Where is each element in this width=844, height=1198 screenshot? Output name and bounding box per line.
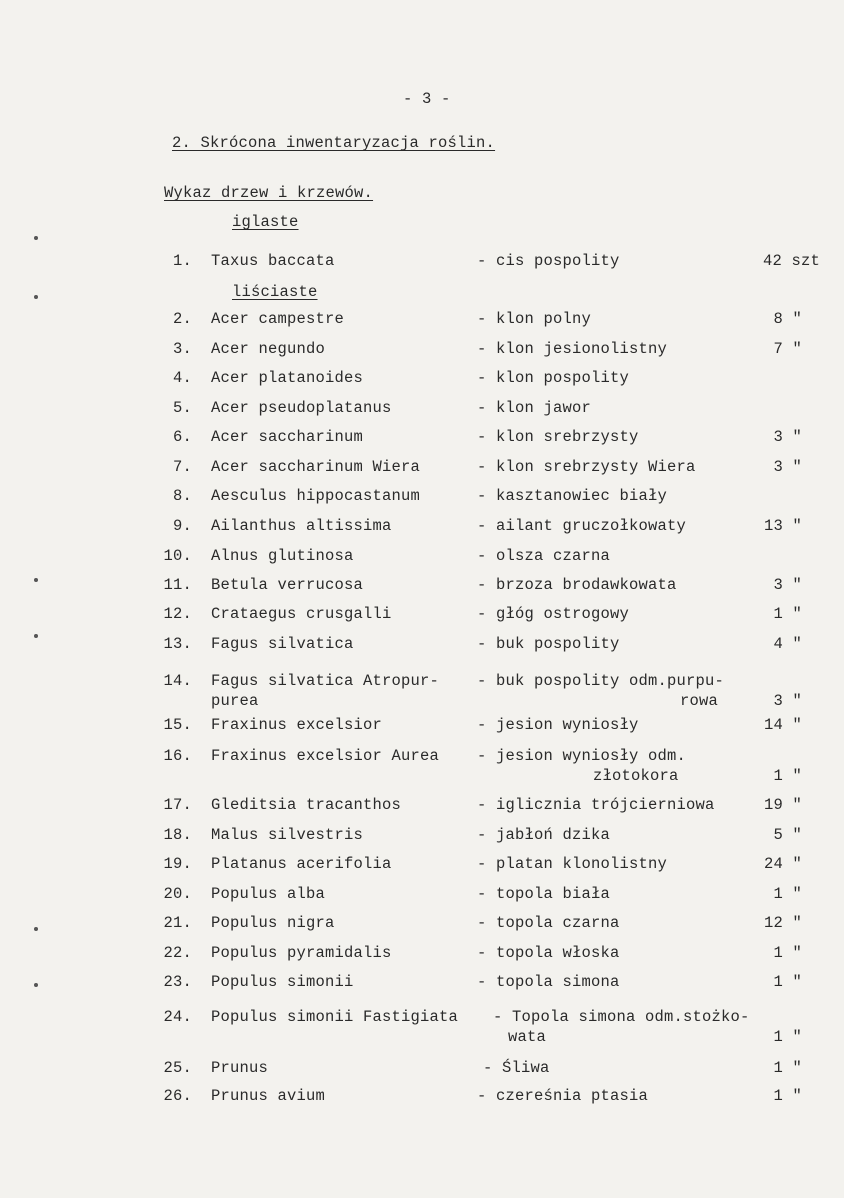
polish-name-continued: złotokora bbox=[593, 767, 679, 785]
latin-name: Aesculus hippocastanum bbox=[211, 487, 421, 505]
count: 4 " bbox=[773, 635, 802, 653]
row-number: 22. bbox=[163, 944, 192, 962]
polish-name: - platan klonolistny bbox=[477, 855, 668, 873]
section-heading: 2. Skrócona inwentaryzacja roślin. bbox=[172, 134, 496, 152]
count: 14 " bbox=[763, 716, 802, 734]
count: 13 " bbox=[763, 517, 802, 535]
polish-name: - klon polny bbox=[477, 310, 592, 328]
row-number: 14. bbox=[163, 672, 192, 690]
polish-name: - Topola simona odm.stożko- bbox=[493, 1008, 750, 1026]
row-number: 19. bbox=[163, 855, 192, 873]
group-deciduous-heading: liściaste bbox=[232, 283, 318, 301]
count: 1 " bbox=[773, 767, 802, 785]
row-number: 24. bbox=[163, 1008, 192, 1026]
row-number: 10. bbox=[163, 547, 192, 565]
count: 1 " bbox=[773, 944, 802, 962]
latin-name: Acer campestre bbox=[211, 310, 345, 328]
count: 1 " bbox=[773, 973, 802, 991]
count: 3 " bbox=[773, 576, 802, 594]
polish-name: - jesion wyniosły bbox=[477, 716, 639, 734]
latin-name: Acer saccharinum Wiera bbox=[211, 458, 421, 476]
polish-name: - jesion wyniosły odm. bbox=[477, 747, 687, 765]
count: 1 " bbox=[773, 605, 802, 623]
count: 1 " bbox=[773, 1087, 802, 1105]
row-number: 5. bbox=[172, 399, 192, 417]
row-number: 3. bbox=[172, 340, 192, 358]
row-number: 7. bbox=[172, 458, 192, 476]
count: 1 " bbox=[773, 1059, 802, 1077]
row-number: 1. bbox=[172, 252, 192, 270]
latin-name: Fraxinus excelsior bbox=[211, 716, 383, 734]
latin-name: Ailanthus altissima bbox=[211, 517, 392, 535]
polish-name-continued: rowa bbox=[680, 692, 719, 710]
latin-name: Betula verrucosa bbox=[211, 576, 364, 594]
polish-name: - głóg ostrogowy bbox=[477, 605, 630, 623]
polish-name: - topola simona bbox=[477, 973, 620, 991]
row-number: 2. bbox=[172, 310, 192, 328]
list-heading: Wykaz drzew i krzewów. bbox=[164, 184, 374, 202]
row-number: 18. bbox=[163, 826, 192, 844]
count: 19 " bbox=[763, 796, 802, 814]
margin-mark bbox=[34, 927, 38, 931]
count: 24 " bbox=[763, 855, 802, 873]
latin-name: Populus simonii bbox=[211, 973, 354, 991]
latin-name: Fagus silvatica Atropur- bbox=[211, 672, 440, 690]
polish-name: - iglicznia trójcierniowa bbox=[477, 796, 715, 814]
polish-name: - klon jesionolistny bbox=[477, 340, 668, 358]
count: 1 " bbox=[773, 1028, 802, 1046]
polish-name: - buk pospolity bbox=[477, 635, 620, 653]
latin-name-continued: purea bbox=[211, 692, 259, 710]
polish-name: - cis pospolity bbox=[477, 252, 620, 270]
polish-name: - topola czarna bbox=[477, 914, 620, 932]
row-number: 16. bbox=[163, 747, 192, 765]
polish-name: - olsza czarna bbox=[477, 547, 611, 565]
latin-name: Populus pyramidalis bbox=[211, 944, 392, 962]
count: 3 " bbox=[773, 692, 802, 710]
row-number: 26. bbox=[163, 1087, 192, 1105]
page-number: - 3 - bbox=[403, 90, 451, 108]
group-conifers-heading: iglaste bbox=[232, 213, 299, 231]
latin-name: Malus silvestris bbox=[211, 826, 364, 844]
polish-name: - czereśnia ptasia bbox=[477, 1087, 649, 1105]
latin-name: Prunus bbox=[211, 1059, 269, 1077]
row-number: 12. bbox=[163, 605, 192, 623]
polish-name-continued: wata bbox=[508, 1028, 547, 1046]
margin-mark bbox=[34, 236, 38, 240]
polish-name: - klon srebrzysty Wiera bbox=[477, 458, 696, 476]
latin-name: Populus nigra bbox=[211, 914, 335, 932]
latin-name: Taxus baccata bbox=[211, 252, 335, 270]
count: 42 szt bbox=[762, 252, 820, 270]
latin-name: Alnus glutinosa bbox=[211, 547, 354, 565]
polish-name: - klon pospolity bbox=[477, 369, 630, 387]
latin-name: Platanus acerifolia bbox=[211, 855, 392, 873]
margin-mark bbox=[34, 634, 38, 638]
count: 3 " bbox=[773, 458, 802, 476]
latin-name: Crataegus crusgalli bbox=[211, 605, 392, 623]
count: 8 " bbox=[773, 310, 802, 328]
polish-name: - buk pospolity odm.purpu- bbox=[477, 672, 725, 690]
latin-name: Fraxinus excelsior Aurea bbox=[211, 747, 440, 765]
polish-name: - klon srebrzysty bbox=[477, 428, 639, 446]
polish-name: - topola włoska bbox=[477, 944, 620, 962]
row-number: 9. bbox=[172, 517, 192, 535]
count: 5 " bbox=[773, 826, 802, 844]
latin-name: Fagus silvatica bbox=[211, 635, 354, 653]
polish-name: - klon jawor bbox=[477, 399, 592, 417]
margin-mark bbox=[34, 578, 38, 582]
latin-name: Acer pseudoplatanus bbox=[211, 399, 392, 417]
row-number: 21. bbox=[163, 914, 192, 932]
row-number: 11. bbox=[163, 576, 192, 594]
row-number: 25. bbox=[163, 1059, 192, 1077]
row-number: 13. bbox=[163, 635, 192, 653]
row-number: 17. bbox=[163, 796, 192, 814]
polish-name: - jabłoń dzika bbox=[477, 826, 611, 844]
polish-name: - topola biała bbox=[477, 885, 611, 903]
count: 12 " bbox=[763, 914, 802, 932]
row-number: 23. bbox=[163, 973, 192, 991]
polish-name: - kasztanowiec biały bbox=[477, 487, 668, 505]
row-number: 15. bbox=[163, 716, 192, 734]
margin-mark bbox=[34, 983, 38, 987]
row-number: 8. bbox=[172, 487, 192, 505]
latin-name: Gleditsia tracanthos bbox=[211, 796, 402, 814]
latin-name: Acer platanoides bbox=[211, 369, 364, 387]
row-number: 6. bbox=[172, 428, 192, 446]
polish-name: - ailant gruczołkowaty bbox=[477, 517, 687, 535]
count: 7 " bbox=[773, 340, 802, 358]
row-number: 4. bbox=[172, 369, 192, 387]
count: 1 " bbox=[773, 885, 802, 903]
count: 3 " bbox=[773, 428, 802, 446]
latin-name: Acer negundo bbox=[211, 340, 326, 358]
latin-name: Acer saccharinum bbox=[211, 428, 364, 446]
latin-name: Populus alba bbox=[211, 885, 326, 903]
row-number: 20. bbox=[163, 885, 192, 903]
margin-mark bbox=[34, 295, 38, 299]
latin-name: Populus simonii Fastigiata bbox=[211, 1008, 459, 1026]
polish-name: - brzoza brodawkowata bbox=[477, 576, 677, 594]
polish-name: - Śliwa bbox=[483, 1059, 550, 1077]
latin-name: Prunus avium bbox=[211, 1087, 326, 1105]
